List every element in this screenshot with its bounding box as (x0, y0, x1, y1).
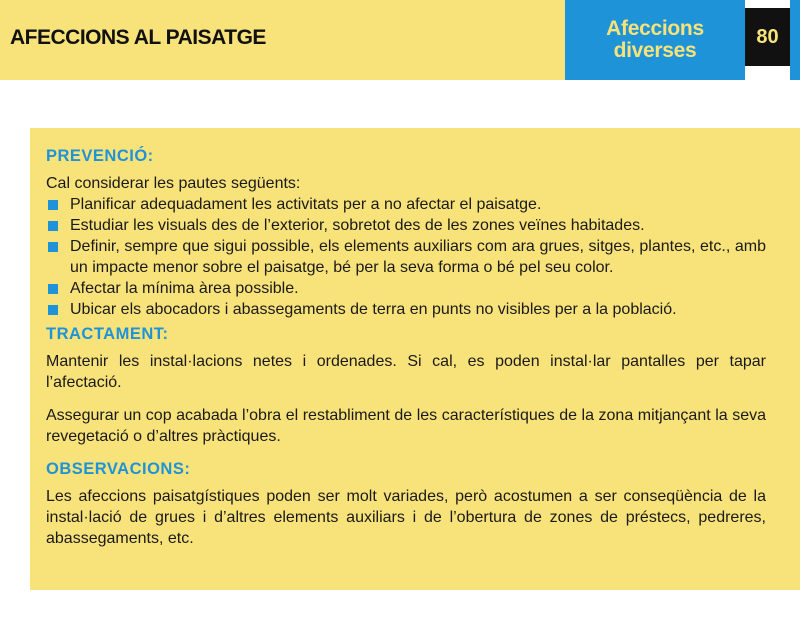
square-bullet-icon (48, 284, 58, 294)
list-item (46, 236, 766, 278)
list-item (46, 278, 766, 299)
list-item (46, 215, 766, 236)
prevencio-list (46, 194, 766, 320)
content-body (46, 146, 766, 549)
tractament-paragraph-2: Assegurar un cop acabada l’obra el restabliment de les característiques de la zona mitjançant la seva revegetació o d’altres pràctiques. (46, 407, 766, 445)
page-header (0, 0, 800, 80)
header-accent-strip (790, 0, 800, 80)
list-item (46, 299, 766, 320)
section-heading-observacions: OBSERVACIONS: (46, 460, 191, 478)
square-bullet-icon (48, 305, 58, 315)
prevencio-intro: Cal considerar les pautes següents: (46, 175, 301, 192)
page-number-badge: 80 (745, 8, 790, 66)
observacions-paragraph: Les afeccions paisatgístiques poden ser molt variades, però acostumen a ser conseqüència de la instal·lació de grues i d’altres elements auxiliars i de l’obertura de zones de préstecs, pedreres, abassegaments, etc. (46, 488, 766, 547)
page-title: AFECCIONS AL PAISATGE (10, 26, 266, 49)
square-bullet-icon (48, 242, 58, 252)
square-bullet-icon (48, 221, 58, 231)
list-item-text: Planificar adequadament les activitats per a no afectar el paisatge. (70, 196, 542, 213)
tractament-paragraph-1: Mantenir les instal·lacions netes i ordenades. Si cal, es poden instal·lar pantalles per tapar l’afectació. (46, 353, 766, 391)
list-item-text: Afectar la mínima àrea possible. (70, 280, 299, 297)
section-heading-prevencio: PREVENCIÓ: (46, 147, 154, 165)
category-label-line1: Afeccions (606, 17, 704, 40)
section-heading-tractament: TRACTAMENT: (46, 325, 169, 343)
square-bullet-icon (48, 200, 58, 210)
list-item (46, 194, 766, 215)
category-label (565, 0, 745, 80)
list-item-text: Estudiar les visuals des de l’exterior, sobretot des de les zones veïnes habitades. (70, 217, 645, 234)
category-label-line2: diverses (613, 39, 697, 62)
list-item-text: Definir, sempre que sigui possible, els elements auxiliars com ara grues, sitges, plantes, etc., amb un impacte menor sobre el paisatge, bé per la seva forma o bé pel seu color. (70, 238, 766, 276)
header-title-bar (0, 0, 565, 80)
list-item-text: Ubicar els abocadors i abassegaments de terra en punts no visibles per a la població. (70, 301, 677, 318)
